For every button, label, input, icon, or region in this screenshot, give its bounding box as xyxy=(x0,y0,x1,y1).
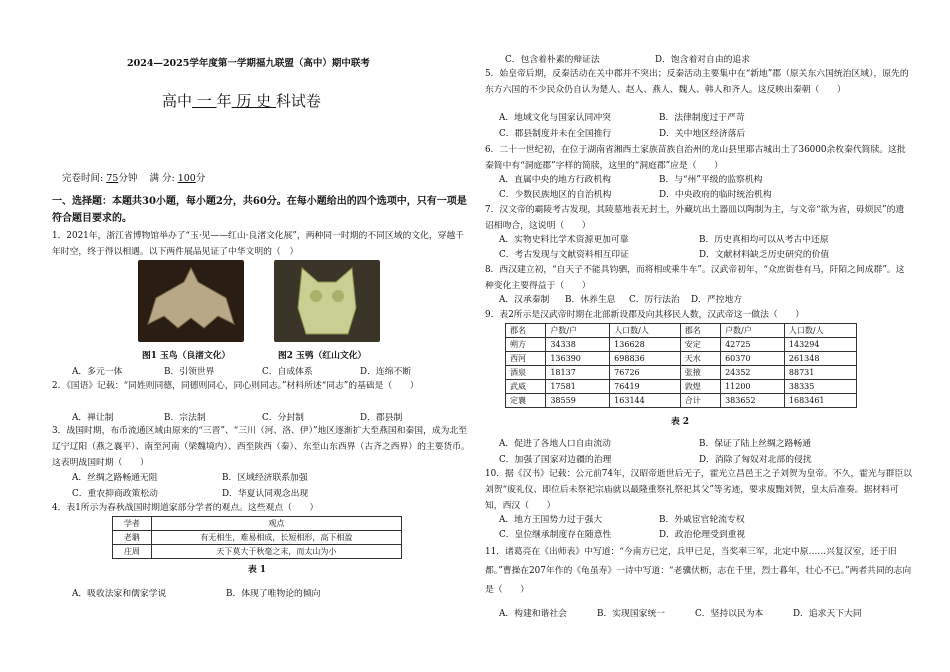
option-c: C．分封制 xyxy=(262,413,304,423)
table-header: 户数/户 xyxy=(721,324,785,338)
table-cell: 定襄 xyxy=(506,394,546,408)
table-cell: 11200 xyxy=(721,380,785,394)
table-cell: 261348 xyxy=(784,352,856,366)
table-row xyxy=(506,366,857,380)
subject-suffix: 科试卷 xyxy=(275,92,321,110)
table-row xyxy=(113,545,402,559)
question-7: 7．汉文帝的霸陵考古发现，其陵墓地表无封土，外藏坑出土器皿以陶制为主，与文帝“欲为省，毋烦民”的遗诏相吻合，这说明（ ） xyxy=(485,205,905,231)
table-cell: 酒泉 xyxy=(506,366,546,380)
table-cell: 合计 xyxy=(680,394,720,408)
time-value: 75 xyxy=(106,173,119,184)
table-cell: 76419 xyxy=(610,380,681,394)
section-heading: 一、选择题：本题共30小题，每小题2分，共60分。在每小题给出的四个选项中，只有一项是符合题目要求的。 xyxy=(52,196,467,224)
table-cell: 163144 xyxy=(610,394,681,408)
table-cell: 庄周 xyxy=(113,545,152,559)
jade-bird-image xyxy=(138,260,244,342)
option-c: C．郡县制度并未在全国推行 xyxy=(499,129,612,139)
table-2-caption: 表 2 xyxy=(671,417,689,427)
table-cell: 136390 xyxy=(546,352,610,366)
table-cell: 698836 xyxy=(610,352,681,366)
option-b: B．引领世界 xyxy=(164,367,215,377)
option-b: B．历史真相均可以从考古中还原 xyxy=(699,235,829,245)
table-cell: 1683461 xyxy=(784,394,856,408)
question-3: 3．战国时期，布币流通区域由原来的“三晋”、“三川（河、洛、伊）”地区逐渐扩大至燕国和秦国，成为北至辽宁辽阳（燕之襄平）、南至河南（梁魏境内）、西至陕西（秦）、东至山东西界（古齐之西界）的主要货币。这表明战国时期（ ） xyxy=(52,426,470,468)
question-6-options-row2 xyxy=(499,187,772,200)
question-1: 1．2021年，浙江省博物馆举办了“玉·见——红山·良渚文化展”，两种同一时期的不同区域的文化，穿越千年时空，终于得以相遇。以下两件展品见证了中华文明的（ ） xyxy=(52,231,465,257)
table-cell: 24352 xyxy=(721,366,785,380)
option-a: A．地域文化与国家认同冲突 xyxy=(499,113,611,123)
figure-1-caption: 图1 玉鸟（良渚文化） xyxy=(142,351,231,361)
option-c: C．重农抑商政策松动 xyxy=(72,489,158,499)
table-header: 户数/户 xyxy=(546,324,610,338)
table-cell: 34338 xyxy=(546,338,610,352)
option-a: A．促进了各地人口自由流动 xyxy=(499,439,611,449)
time-unit: 分钟 xyxy=(118,173,138,184)
table-cell: 38559 xyxy=(546,394,610,408)
score-label: 满 分: xyxy=(149,173,175,184)
option-b: B．休养生息 xyxy=(565,295,616,305)
option-d: D．郡县制 xyxy=(360,413,403,423)
table-cell: 143294 xyxy=(784,338,856,352)
question-3-options-row1 xyxy=(72,470,308,483)
table-cell: 朔方 xyxy=(506,338,546,352)
question-4-options-cont xyxy=(505,52,750,65)
exam-meta xyxy=(62,170,205,184)
option-d: D．追求天下大同 xyxy=(793,609,862,619)
option-d: D．连绵不断 xyxy=(360,367,412,377)
option-d: D．饱含着对自由的追求 xyxy=(655,55,751,65)
question-8-options xyxy=(499,292,742,305)
table-cell: 安定 xyxy=(680,338,720,352)
table-cell: 张掖 xyxy=(680,366,720,380)
question-4-options xyxy=(72,586,320,599)
question-7-options-row2 xyxy=(499,247,829,260)
table-2 xyxy=(505,323,857,408)
table-cell: 武威 xyxy=(506,380,546,394)
option-d: D．华夏认同观念出现 xyxy=(222,489,309,499)
table-row xyxy=(506,394,857,408)
option-b: B．宗法制 xyxy=(164,413,206,423)
table-cell: 42725 xyxy=(721,338,785,352)
table-header: 人口数/人 xyxy=(784,324,856,338)
option-a: A．汉承秦制 xyxy=(499,295,550,305)
subject-prefix: 高中 xyxy=(162,92,193,110)
option-b: B．实现国家统一 xyxy=(597,609,666,619)
table-1-caption: 表 1 xyxy=(248,565,266,575)
grade: 一 xyxy=(192,92,217,110)
option-d: D．关中地区经济落后 xyxy=(659,129,746,139)
option-d: D．中央政府的临时统治机构 xyxy=(659,190,772,200)
table-row xyxy=(113,531,402,545)
option-d: D．严控地方 xyxy=(691,295,743,305)
question-5-options-row1 xyxy=(499,110,745,123)
jade-owl-image xyxy=(274,260,380,342)
question-11: 11．诸葛亮在《出师表》中写道：“今南方已定，兵甲已足，当奖率三军，北定中原……兴复汉室，还于旧都。”曹操在207年作的《龟虽寿》一诗中写道：“老骥伏枥，志在千里，烈士暮年，壮心不已。”两者共同的志向是（ ） xyxy=(485,547,912,595)
table-header: 观点 xyxy=(151,517,401,531)
option-b: B．外戚宦官轮流专权 xyxy=(659,515,745,525)
question-5: 5．始皇帝后期，反秦活动在关中郡并不突出；反秦活动主要集中在“新地”郡（原关东六国统治区域），原先的东方六国的不少民众仍自认为楚人、赵人、燕人、魏人、韩人和齐人。这反映出秦朝（ ） xyxy=(485,69,909,95)
exam-title: 2024—2025学年度第一学期福九联盟（高中）期中联考 xyxy=(127,58,370,69)
table-cell: 西河 xyxy=(506,352,546,366)
option-a: A．直属中央的地方行政机构 xyxy=(499,175,611,185)
table-cell: 136628 xyxy=(610,338,681,352)
table-row xyxy=(506,324,857,338)
option-a: A．多元一体 xyxy=(72,367,123,377)
question-7-options-row1 xyxy=(499,232,829,245)
option-b: B．体现了唯物论的倾向 xyxy=(226,589,321,599)
question-11-options xyxy=(499,606,862,619)
table-cell: 老聃 xyxy=(113,531,152,545)
question-9-options-row1 xyxy=(499,436,811,449)
option-c: C．厉行法治 xyxy=(629,295,680,305)
question-9: 9．表2所示是汉武帝时期在北部新设郡及向其移民人数，汉武帝这一做法（ ） xyxy=(485,310,805,320)
table-row xyxy=(113,517,402,531)
option-a: A．禅让制 xyxy=(72,413,114,423)
paper-subject-title xyxy=(162,90,321,111)
question-3-options-row2 xyxy=(72,486,308,499)
subject: 历 史 xyxy=(231,92,276,110)
table-header: 人口数/人 xyxy=(610,324,681,338)
option-d: D．文献材料缺乏历史研究的价值 xyxy=(699,250,830,260)
question-6-options-row1 xyxy=(499,172,762,185)
subject-mid: 年 xyxy=(216,92,232,110)
option-d: D．消除了匈奴对北部的侵扰 xyxy=(699,455,812,465)
question-9-options-row2 xyxy=(499,452,812,465)
question-6: 6．二十一世纪初，在位于湖南省湘西土家族苗族自治州的龙山县里耶古城出土了36000余枚秦代简牍。这批秦简中有“洞庭郡”字样的简牍，这里的“洞庭郡”应是（ ） xyxy=(485,145,906,171)
question-2: 2．《国语》记载：“同姓则同德，同德则同心，同心则同志。”材料所述“同志”的基础是（ ） xyxy=(52,381,419,391)
question-2-options xyxy=(72,410,402,423)
table-row xyxy=(506,338,857,352)
option-a: A．构建和谐社会 xyxy=(499,609,567,619)
option-c: C．包含着朴素的辩证法 xyxy=(505,55,600,65)
table-cell: 76726 xyxy=(610,366,681,380)
table-cell: 38335 xyxy=(784,380,856,394)
question-1-options xyxy=(72,364,411,377)
option-a: A．吸收法家和儒家学说 xyxy=(72,589,167,599)
question-4: 4．表1所示为春秋战国时期道家部分学者的观点。这些观点（ ） xyxy=(52,503,319,513)
option-a: A．地方王国势力过于强大 xyxy=(499,515,603,525)
option-c: C．考古发现与文献资料相互印证 xyxy=(499,250,629,260)
table-cell: 383652 xyxy=(721,394,785,408)
option-b: B．区域经济联系加强 xyxy=(222,473,308,483)
table-cell: 有无相生，难易相成，长短相形，高下相盈 xyxy=(151,531,401,545)
table-row xyxy=(506,380,857,394)
question-10-options-row2 xyxy=(499,527,745,540)
table-header: 学者 xyxy=(113,517,152,531)
option-d: D．政治伦理受到重视 xyxy=(659,530,746,540)
option-c: C．坚持以民为本 xyxy=(695,609,764,619)
time-label: 完卷时间: xyxy=(62,173,104,184)
question-8: 8．西汉建立初，“自天子不能具钧驷，而将相或乘牛车”。汉武帝初年，“众庶街巷有马，阡陌之间成群”。这种变化主要得益于（ ） xyxy=(485,265,905,291)
score-value: 100 xyxy=(177,173,196,184)
option-a: A．实物史料比学术资源更加可靠 xyxy=(499,235,629,245)
option-b: B．法律制度过于严苛 xyxy=(659,113,745,123)
table-cell: 60370 xyxy=(721,352,785,366)
table-cell: 17581 xyxy=(546,380,610,394)
option-c: C．少数民族地区的自治机构 xyxy=(499,190,612,200)
table-cell: 天下莫大于秋毫之末，而太山为小 xyxy=(151,545,401,559)
question-5-options-row2 xyxy=(499,126,745,139)
option-b: B．保证了陆上丝绸之路畅通 xyxy=(699,439,812,449)
table-cell: 18137 xyxy=(546,366,610,380)
option-c: C．皇位继承制度存在随意性 xyxy=(499,530,612,540)
table-header: 郡名 xyxy=(506,324,546,338)
table-header: 郡名 xyxy=(680,324,720,338)
option-c: C．自成体系 xyxy=(262,367,313,377)
table-cell: 敦煌 xyxy=(680,380,720,394)
option-a: A．丝绸之路畅通无阻 xyxy=(72,473,158,483)
score-unit: 分 xyxy=(195,173,206,184)
figure-2-caption: 图2 玉鸮（红山文化） xyxy=(278,351,367,361)
table-1 xyxy=(112,516,402,559)
table-cell: 88731 xyxy=(784,366,856,380)
question-10-options-row1 xyxy=(499,512,745,525)
option-b: B．与“州”平级的监察机构 xyxy=(659,175,763,185)
table-row xyxy=(506,352,857,366)
table-cell: 天水 xyxy=(680,352,720,366)
option-c: C．加强了国家对边疆的治理 xyxy=(499,455,612,465)
question-10: 10．据《汉书》记载：公元前74年，汉昭帝逝世后无子，霍光立昌邑王之子刘贺为皇帝。不久，霍光与群臣以刘贺“废礼仪、即位后未祭祀宗庙就以最隆重祭礼祭祀其父”等劣迹，要求废黜刘贺，皇太后准奏。据材料可知，西汉（ ） xyxy=(485,469,913,511)
